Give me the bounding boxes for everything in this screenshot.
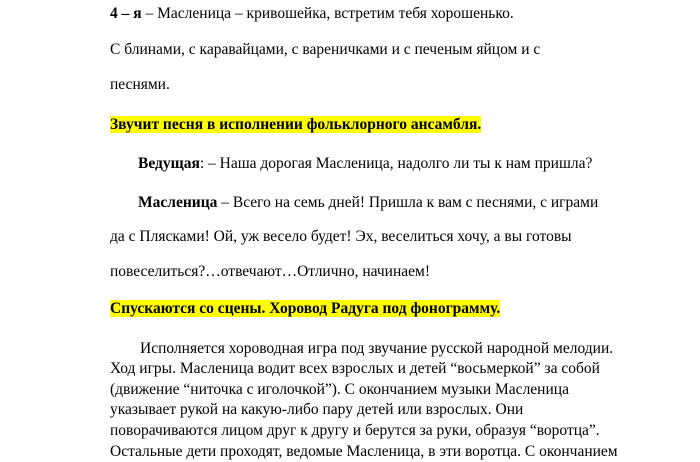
highlight-text-1: Звучит песня в исполнении фольклорного ансамбля. xyxy=(110,116,481,133)
paragraph-6-text-1: – Всего на семь дней! Пришла к вам с песнями, с играми xyxy=(217,194,598,211)
paragraph-1-prefix: 4 – я xyxy=(110,5,142,22)
paragraph-3 xyxy=(110,77,678,93)
body-line-5-text: поворачиваются лицом друг к другу и берутся за руки, образуя “воротца”. xyxy=(110,422,600,439)
paragraph-2 xyxy=(110,42,678,58)
paragraph-5-speaker xyxy=(110,156,678,172)
body-line-6 xyxy=(110,442,678,462)
paragraph-6-line-3 xyxy=(110,264,678,280)
paragraph-3-text: песнями. xyxy=(110,76,170,93)
body-line-3 xyxy=(110,380,678,401)
paragraph-6-text-2: да с Плясками! Ой, уж весело будет! Эх, веселиться хочу, а вы готовы xyxy=(110,228,572,245)
body-line-1-text: Исполняется хороводная игра под звучание русской народной мелодии. xyxy=(140,340,613,357)
paragraph-4-highlight xyxy=(110,117,678,133)
body-line-4-text: указывает рукой на какую-либо пару детей или взрослых. Они xyxy=(110,401,523,418)
highlight-text-2: Спускаются со сцены. Хоровод Радуга под фонограмму. xyxy=(110,300,500,317)
paragraph-7-highlight xyxy=(110,301,678,317)
speaker-name-maslenitsa: Масленица xyxy=(138,194,217,211)
paragraph-1 xyxy=(110,6,678,22)
speaker-name-vedushchaya: Ведущая xyxy=(138,155,200,172)
body-line-3-text: (движение “ниточка с иголочкой”). С окончанием музыки Масленица xyxy=(110,381,569,398)
body-line-6-text: Остальные дети проходят, ведомые Масленица, в эти воротца. С окончанием xyxy=(110,443,618,460)
body-line-5 xyxy=(110,421,678,442)
paragraph-6-line-1 xyxy=(110,195,678,211)
paragraph-2-text: С блинами, с каравайцами, с вареничками и с печеным яйцом и с xyxy=(110,41,540,58)
body-line-2-text: Ход игры. Масленица водит всех взрослых и детей “восьмеркой” за собой xyxy=(110,360,600,377)
body-line-1 xyxy=(110,339,678,360)
body-line-2 xyxy=(110,359,678,380)
paragraph-1-text: – Масленица – кривошейка, встретим тебя хорошенько. xyxy=(142,5,514,22)
paragraph-6-text-3: повеселиться?…отвечают…Отлично, начинаем! xyxy=(110,263,430,280)
body-line-4 xyxy=(110,400,678,421)
paragraph-5-text: : – Наша дорогая Масленица, надолго ли ты к нам пришла? xyxy=(200,155,593,172)
paragraph-8-body xyxy=(110,339,678,462)
paragraph-6-line-2 xyxy=(110,229,678,245)
